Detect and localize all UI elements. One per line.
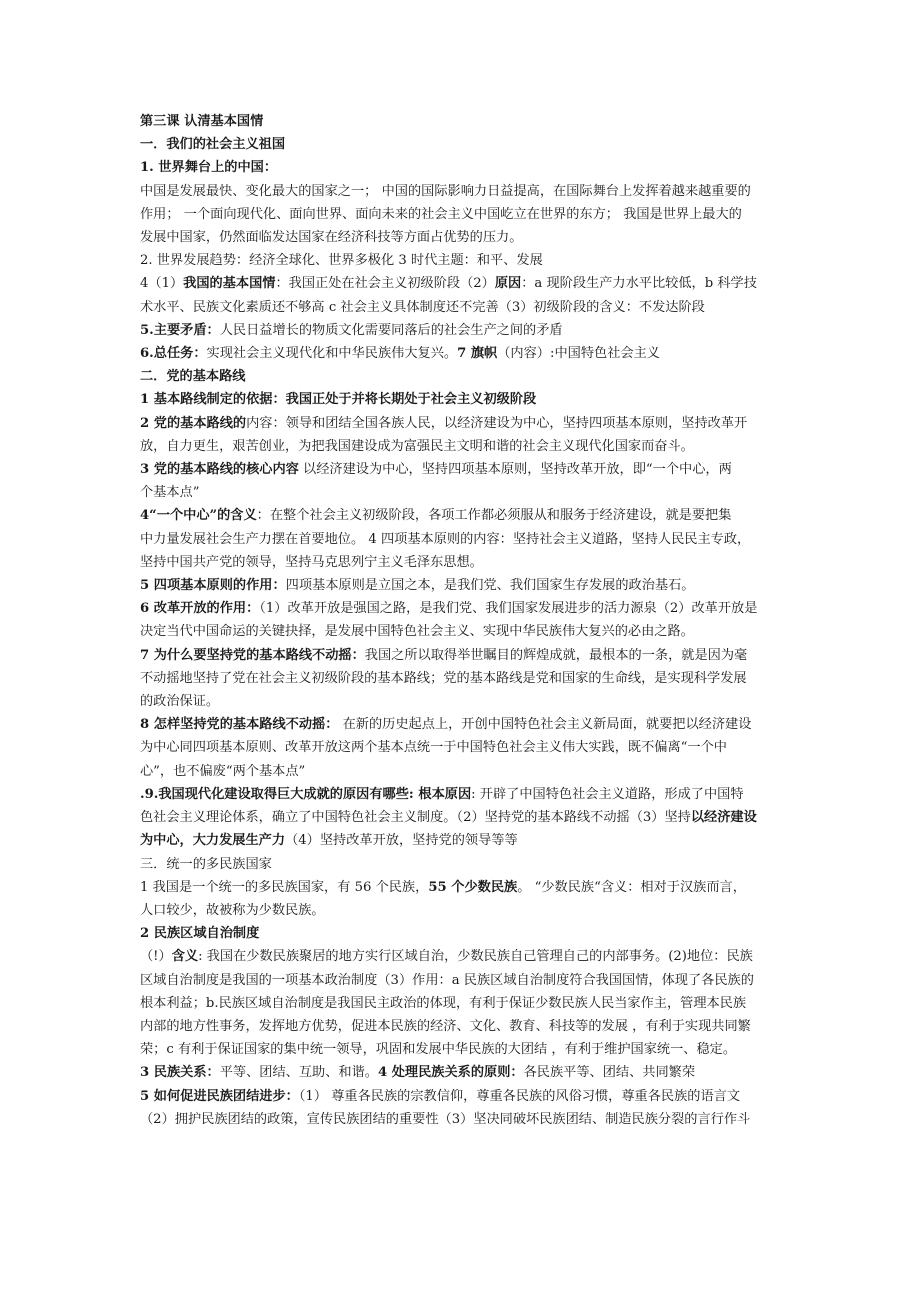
s1-item-6-7: 6.总任务：实现社会主义现代化和中华民族伟大复兴。7 旗帜（内容）:中国特色社会主义 (140, 346, 660, 362)
s3-item-5-cont: （2）拥护民族团结的政策，宣传民族团结的重要性（3）坚决同破坏民族团结、制造民族分裂的言行作斗 (140, 1111, 751, 1127)
s2-item-3: 3 党的基本路线的核心内容 以经济建设为中心，坚持四项基本原则，坚持改革开放，即“一个中心，两 (140, 462, 732, 478)
s1-item-2: 2. 世界发展趋势：经济全球化、世界多极化 3 时代主题：和平、发展 (140, 253, 543, 269)
s1-item-1-heading: 1. 世界舞台上的中国： (140, 160, 278, 176)
s2-item-4-cont: 坚持中国共产党的领导，坚持马克思列宁主义毛泽东思想。 (140, 554, 483, 570)
s2-item-8-cont: 为中心同四项基本原则、改革开放这两个基本点统一于中国特色社会主义伟大实践，既不偏离“一个中 (140, 740, 727, 756)
s3-item-2-text: 区域自治制度是我国的一项基本政治制度（3）作用：a 民族区域自治制度符合我国国情，体现了各民族的 (140, 972, 754, 988)
s2-item-9-cont: 为中心，大力发展生产力（4）坚持改革开放，坚持党的领导等等 (140, 833, 518, 849)
s2-item-8: 8 怎样坚持党的基本路线不动摇： 在新的历史起点上，开创中国特色社会主义新局面，就要把以经济建设 (140, 717, 752, 733)
s2-item-7: 7 为什么要坚持党的基本路线不动摇：我国之所以取得举世瞩目的辉煌成就，最根本的一条，就是因为毫 (140, 647, 748, 663)
s3-item-5: 5 如何促进民族团结进步：（1） 尊重各民族的宗教信仰，尊重各民族的风俗习惯，尊重各民族的语言文 (140, 1088, 741, 1104)
s3-item-1: 1 我国是一个统一的多民族国家，有 56 个民族，55 个少数民族。 “少数民族“含义：相对于汉族而言， (140, 879, 746, 895)
section-3-heading: 三．统一的多民族国家 (140, 856, 272, 872)
s3-item-3-4: 3 民族关系：平等、团结、互助、和谐。4 处理民族关系的原则：各民族平等、团结、共同繁荣 (140, 1065, 696, 1081)
lesson-title: 第三课 认清基本国情 (140, 114, 264, 129)
s1-item-4: 4（1）我国的基本国情：我国正处在社会主义初级阶段（2）原因：a 现阶段生产力水平比较低，b 科学技 (140, 276, 757, 292)
s2-item-5: 5 四项基本原则的作用：四项基本原则是立国之本，是我们党、我们国家生存发展的政治基石。 (140, 578, 695, 594)
s1-item-5: 5.主要矛盾：人民日益增长的物质文化需要同落后的社会生产之间的矛盾 (140, 322, 563, 338)
s3-item-2-text: 内部的地方性事务，发挥地方优势，促进本民族的经济、文化、教育、科技等的发展 ，有利于实现共同繁 (140, 1018, 751, 1034)
s3-item-2-text: 荣；c 有利于保证国家的集中统一领导，巩固和发展中华民族的大团结 ，有利于维护国家统一、稳定。 (140, 1042, 737, 1058)
s2-item-6: 6 改革开放的作用：（1）改革开放是强国之路，是我们党、我们国家发展进步的活力源泉（2）改革开放是 (140, 601, 758, 617)
s1-item-4-cont: 术水平、民族文化素质还不够高 c 社会主义具体制度还不完善（3）初级阶段的含义：不发达阶段 (140, 299, 705, 315)
s3-item-1-cont: 人口较少，故被称为少数民族。 (140, 902, 325, 918)
s3-item-2-text: 根本利益；b.民族区域自治制度是我国民主政治的体现，有利于保证少数民族人民当家作主，管理本民族 (140, 995, 747, 1011)
s2-item-8-cont: 心”，也不偏废“两个基本点” (140, 763, 306, 779)
s2-item-6-cont: 决定当代中国命运的关键抉择，是发展中国特色社会主义、实现中华民族伟大复兴的必由之路。 (140, 624, 694, 640)
s2-item-2: 2 党的基本路线的内容：领导和团结全国各族人民，以经济建设为中心，坚持四项基本原则，坚持改革开 (140, 415, 748, 431)
s2-item-4: 4“一个中心”的含义：在整个社会主义初级阶段，各项工作都必须服从和服务于经济建设，就是要把集 (140, 508, 732, 524)
s2-item-2-cont: 放，自力更生，艰苦创业，为把我国建设成为富强民主文明和谐的社会主义现代化国家而奋斗。 (140, 438, 694, 454)
s2-item-7-cont: 的政治保证。 (140, 694, 220, 710)
s1-item-1-text: 作用； 一个面向现代化、面向世界、面向未来的社会主义中国屹立在世界的东方； 我国是世界上最大的 (140, 206, 742, 222)
s2-item-3-cont: 个基本点” (140, 485, 200, 501)
section-1-heading: 一．我们的社会主义祖国 (140, 137, 286, 153)
s2-item-9-cont: 色社会主义理论体系，确立了中国特色社会主义制度。（2）坚持党的基本路线不动摇（3）坚持以经济建设 (140, 810, 757, 826)
s2-item-7-cont: 不动摇地坚持了党在社会主义初级阶段的基本路线；党的基本路线是党和国家的生命线，是实现科学发展 (140, 670, 747, 686)
s3-item-2-heading: 2 民族区域自治制度 (140, 926, 260, 942)
s1-item-1-text: 发展中国家，仍然面临发达国家在经济科技等方面占优势的压力。 (140, 230, 523, 246)
section-2-heading: 二．党的基本路线 (140, 369, 246, 385)
s2-item-9: .9.我国现代化建设取得巨大成就的原因有哪些: 根本原因: 开辟了中国特色社会主义道路，形成了中国特 (140, 786, 744, 802)
s3-item-2-text: （!）含义: 我国在少数民族聚居的地方实行区域自治，少数民族自己管理自己的内部事务。(2)地位：民族 (140, 949, 753, 965)
s2-item-1: 1 基本路线制定的依据：我国正处于并将长期处于社会主义初级阶段 (140, 392, 537, 408)
s1-item-1-text: 中国是发展最快、变化最大的国家之一； 中国的国际影响力日益提高，在国际舞台上发挥着越来越重要的 (140, 183, 751, 199)
s2-item-4-cont: 中力量发展社会生产力摆在首要地位。 4 四项基本原则的内容：坚持社会主义道路，坚持人民民主专政， (140, 531, 751, 547)
